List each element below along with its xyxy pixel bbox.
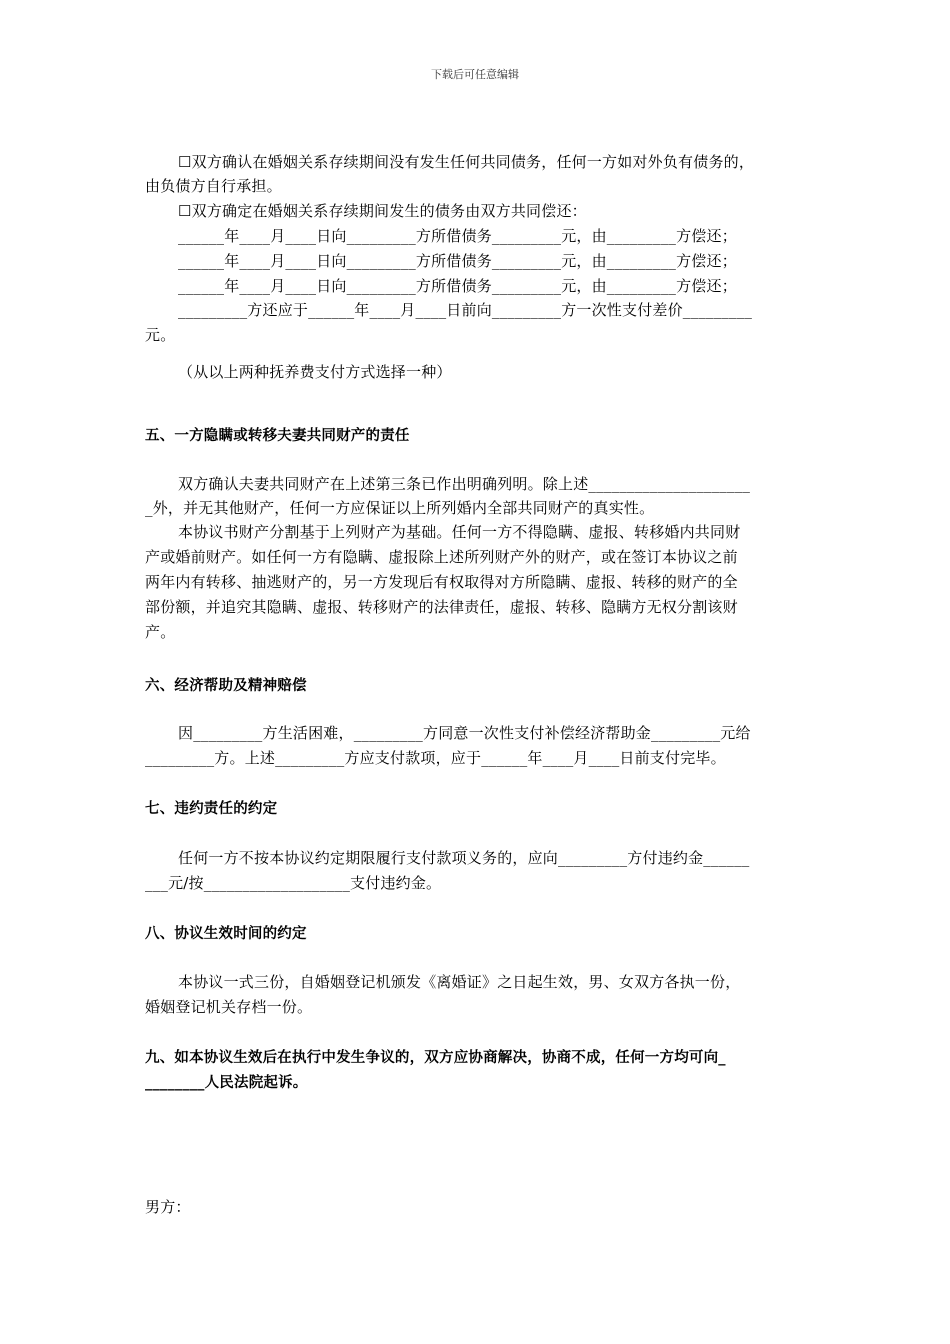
section-7-paragraph: 任何一方不按本协议约定期限履行支付款项义务的，应向_________方付违约金______ [178, 849, 750, 867]
section-7-paragraph-cont: ___元/按___________________支付违约金。 [145, 874, 442, 892]
section-9-title: 九、如本协议生效后在执行中发生争议的，双方应协商解决，协商不成，任何一方均可向_ [145, 1050, 726, 1066]
debt-option-no-debt-cont: 由负债方自行承担。 [145, 177, 282, 195]
debt-row: ______年____月____日向_________方所借债务_________元，由_________方偿还； [178, 277, 737, 295]
section-5-title: 五、一方隐瞒或转移夫妻共同财产的责任 [145, 428, 410, 444]
section-5-paragraph-2-cont: 产。 [145, 623, 176, 641]
section-8-title: 八、协议生效时间的约定 [145, 926, 307, 942]
section-7-title: 七、违约责任的约定 [145, 801, 278, 817]
signature-male: 男方： [145, 1198, 191, 1216]
section-8-paragraph: 本协议一式三份，自婚姻登记机颁发《离婚证》之日起生效，男、女双方各执一份， [178, 973, 741, 991]
section-5-paragraph-2-cont: 产或婚前财产。如任何一方有隐瞒、虚报除上述所列财产外的财产，或在签订本协议之前 [145, 548, 738, 566]
debt-difference: _________方还应于______年____月____日前向_________方一次性支付差价_________ [178, 301, 753, 319]
section-5-paragraph: 双方确认夫妻共同财产在上述第三条已作出明确列明。除上述_____________________ [178, 475, 751, 493]
payment-note: （从以上两种抚养费支付方式选择一种） [178, 363, 452, 381]
section-6-paragraph: 因_________方生活困难，_________方同意一次性支付补偿经济帮助金_________元给 [178, 724, 751, 742]
debt-option-no-debt: ☐双方确认在婚姻关系存续期间没有发生任何共同债务，任何一方如对外负有债务的， [178, 153, 755, 171]
section-9-title-cont: ________人民法院起诉。 [145, 1075, 308, 1091]
section-5-paragraph-cont: _外，并无其他财产，任何一方应保证以上所列婚内全部共同财产的真实性。 [145, 499, 655, 517]
debt-option-joint: ☐双方确定在婚姻关系存续期间发生的债务由双方共同偿还： [178, 202, 587, 220]
section-6-title: 六、经济帮助及精神赔偿 [145, 678, 307, 694]
section-5-paragraph-2-cont: 部份额，并追究其隐瞒、虚报、转移财产的法律责任，虚报、转移、隐瞒方无权分割该财 [145, 598, 738, 616]
page-header: 下载后可任意编辑 [431, 68, 519, 81]
section-6-paragraph-cont: _________方。上述_________方应支付款项，应于______年____月____日前支付完毕。 [145, 749, 726, 767]
section-5-paragraph-2-cont: 两年内有转移、抽逃财产的，另一方发现后有权取得对方所隐瞒、虚报、转移的财产的全 [145, 573, 738, 591]
section-8-paragraph-cont: 婚姻登记机关存档一份。 [145, 998, 313, 1016]
section-5-paragraph-2: 本协议书财产分割基于上列财产为基础。任何一方不得隐瞒、虚报、转移婚内共同财 [178, 523, 741, 541]
debt-row: ______年____月____日向_________方所借债务_________元，由_________方偿还； [178, 252, 737, 270]
debt-difference-cont: 元。 [145, 326, 176, 344]
debt-row: ______年____月____日向_________方所借债务_________元，由_________方偿还； [178, 227, 737, 245]
